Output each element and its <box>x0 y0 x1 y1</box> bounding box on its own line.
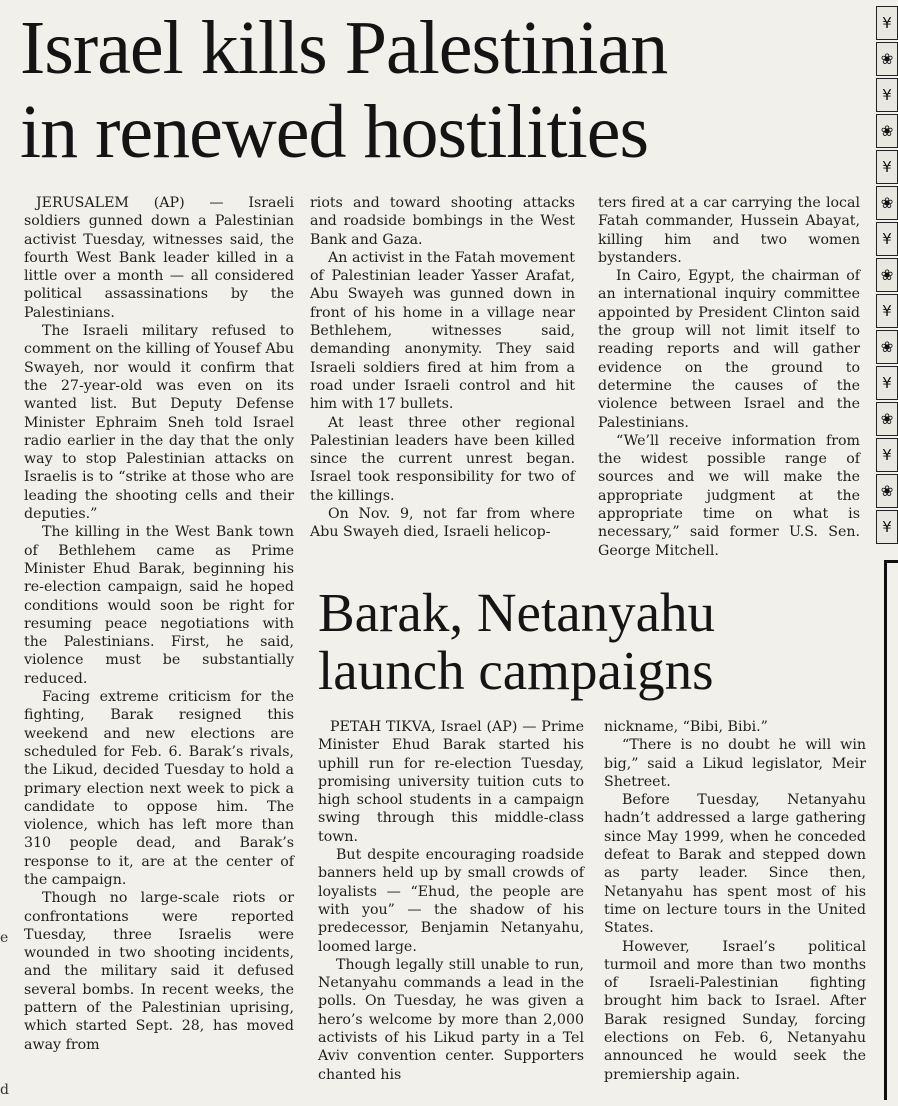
ornament-icon: ❀ <box>876 474 898 508</box>
ornament-icon: ¥ <box>876 6 898 40</box>
main-story-column-2 <box>310 194 575 542</box>
article-paragraph: PETAH TIKVA, Israel (AP) — Prime Minister Ehud Barak started his uphill run for re-election Tuesday, promising university tuition cuts to high school students in a campaign swing through this middle-class town. <box>318 719 584 845</box>
adjacent-ad-frame <box>884 560 898 1100</box>
article-paragraph: But despite encouraging roadside banners held up by small crowds of loyalists — “Ehud, the people are with you” — the shadow of his predecessor, Benjamin Netanyahu, loomed large. <box>318 847 584 955</box>
ornament-icon: ¥ <box>876 150 898 184</box>
ornament-icon: ¥ <box>876 78 898 112</box>
article-paragraph: Though legally still unable to run, Netanyahu commands a lead in the polls. On Tuesday, he was given a hero’s welcome by more than 2,000 activists of his Likud party in a Tel Aviv convention center. Supporters chanted his <box>318 956 584 1083</box>
main-story-column-3 <box>598 194 860 560</box>
ornament-icon: ¥ <box>876 222 898 256</box>
article-paragraph: “There is no doubt he will win big,” said a Likud legislator, Meir Shetreet. <box>604 737 866 790</box>
article-paragraph: On Nov. 9, not far from where Abu Swayeh died, Israeli helicop- <box>310 506 575 541</box>
ornament-icon: ¥ <box>876 438 898 472</box>
article-paragraph: “We’ll receive information from the widest possible range of sources and we will make the appropriate judgment at the appropriate time on what is necessary,” said former U.S. Sen. George Mitchell. <box>598 432 860 559</box>
adjacent-ad-border-strip <box>876 6 898 544</box>
ornament-icon: ❀ <box>876 330 898 364</box>
main-story-column-1 <box>24 194 294 1054</box>
second-headline-line-1: Barak, Netanyahu <box>318 582 716 643</box>
clipped-letter: e <box>0 930 9 946</box>
article-paragraph: An activist in the Fatah movement of Palestinian leader Yasser Arafat, Abu Swayeh was gunned down in front of his home in a village near Bethlehem, witnesses said, demanding anonymity. They said Israeli soldiers fired at him from a road under Israeli control and hit him with 17 bullets. <box>310 249 575 413</box>
second-story-column-2 <box>604 718 866 1084</box>
second-story-column-1 <box>318 718 584 1084</box>
article-paragraph: Before Tuesday, Netanyahu hadn’t addressed a large gathering since May 1999, when he conceded defeat to Barak and stepped down as party leader. Since then, Netanyahu has spent most of his time on lecture tours in the United States. <box>604 792 866 937</box>
ornament-icon: ❀ <box>876 42 898 76</box>
main-headline-line-2: in renewed hostilities <box>20 90 649 174</box>
article-paragraph: In Cairo, Egypt, the chairman of an international inquiry committee appointed by President Clinton said the group will not limit itself to reading reports and will gather evidence on the ground to determine the causes of the violence between Israel and the Palestinians. <box>598 268 860 431</box>
ornament-icon: ❀ <box>876 186 898 220</box>
article-paragraph: At least three other regional Palestinian leaders have been killed since the current unrest began. Israel took responsibility for two of the killings. <box>310 414 575 504</box>
ornament-icon: ¥ <box>876 510 898 544</box>
article-paragraph: Facing extreme criticism for the fighting, Barak resigned this weekend and new elections are scheduled for Feb. 6. Barak’s rivals, the Likud, decided Tuesday to hold a primary election next week to pick a candidate to oppose him. The violence, which has left more than 310 people dead, and Barak’s response to it, are at the center of the campaign. <box>24 689 294 888</box>
article-paragraph: The killing in the West Bank town of Bethlehem came as Prime Minister Ehud Barak, beginning his re-election campaign, said he hoped conditions would soon be right for resuming peace negotiations with the Palestinians. First, he said, violence must be substantially reduced. <box>24 524 294 687</box>
article-paragraph: nickname, “Bibi, Bibi.” <box>604 719 768 735</box>
main-headline <box>20 6 870 174</box>
ornament-icon: ¥ <box>876 366 898 400</box>
article-paragraph: JERUSALEM (AP) — Israeli soldiers gunned down a Palestinian activist Tuesday, witnesses said, the fourth West Bank leader killed in a little over a month — all considered political assassinations by the Palestinians. <box>24 195 294 321</box>
second-headline-line-2: launch campaigns <box>318 640 714 701</box>
ornament-icon: ❀ <box>876 258 898 292</box>
article-paragraph: The Israeli military refused to comment on the killing of Yousef Abu Swayeh, nor would it confirm that the 27-year-old was even on its wanted list. But Deputy Defense Minister Ephraim Sneh told Israel radio earlier in the day that the only way to stop Palestinian attacks on Israelis is to “strike at those who are leading the shooting cells and their deputies.” <box>24 323 294 523</box>
ornament-icon: ❀ <box>876 114 898 148</box>
ornament-icon: ❀ <box>876 402 898 436</box>
article-paragraph: riots and toward shooting attacks and roadside bombings in the West Bank and Gaza. <box>310 195 575 248</box>
ornament-icon: ¥ <box>876 294 898 328</box>
clipped-letter: d <box>0 1082 9 1098</box>
article-paragraph: Though no large-scale riots or confrontations were reported Tuesday, three Israelis were wounded in two shooting incidents, and the military said it defused several bombs. In recent weeks, the pattern of the Palestinian uprising, which started Sept. 28, has moved away from <box>24 890 294 1053</box>
main-headline-line-1: Israel kills Palestinian <box>20 6 668 90</box>
article-paragraph: However, Israel’s political turmoil and more than two months of Israeli-Palestinian fighting brought him back to Israel. After Barak resigned Sunday, forcing elections on Feb. 6, Netanyahu announced he would seek the premiership again. <box>604 938 866 1083</box>
article-paragraph: ters fired at a car carrying the local Fatah commander, Hussein Abayat, killing him and two women bystanders. <box>598 195 860 266</box>
second-headline <box>318 584 878 700</box>
